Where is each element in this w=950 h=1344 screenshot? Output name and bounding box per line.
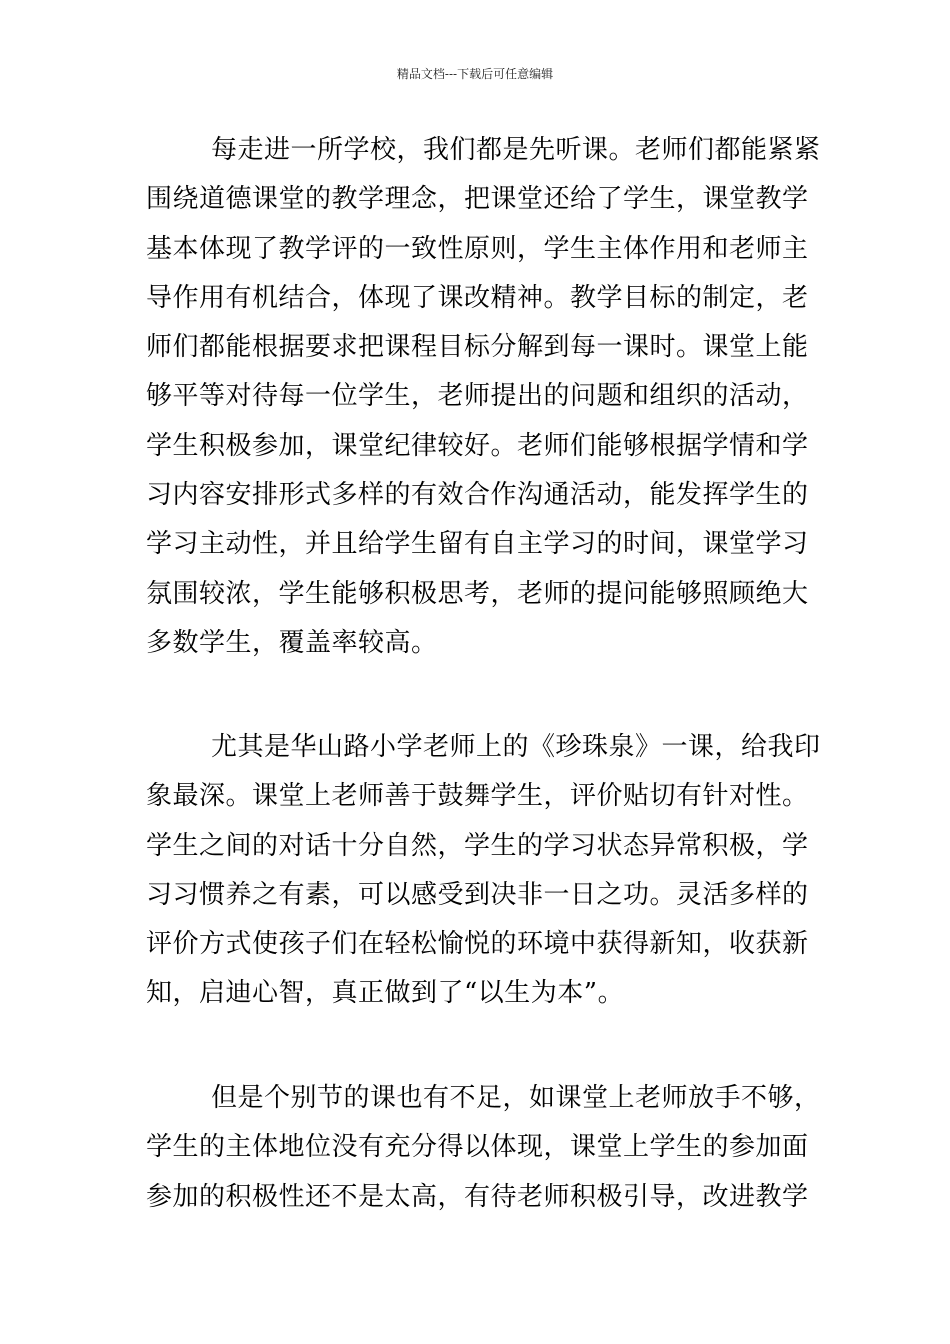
text-line: 象最深。课堂上老师善于鼓舞学生，评价贴切有针对性。 bbox=[146, 781, 809, 812]
text-line: 学生之间的对话十分自然，学生的学习状态异常积极，学 bbox=[146, 830, 809, 861]
text-line: 多数学生，覆盖率较高。 bbox=[146, 627, 438, 658]
text-line: 习内容安排形式多样的有效合作沟通活动，能发挥学生的 bbox=[146, 480, 809, 511]
text-line: 学生积极参加，课堂纪律较好。老师们能够根据学情和学 bbox=[146, 430, 809, 461]
text-line: 评价方式使孩子们在轻松愉悦的环境中获得新知，收获新 bbox=[146, 929, 809, 960]
paragraph-text bbox=[146, 723, 821, 1019]
text-line: 师们都能根据要求把课程目标分解到每一课时。课堂上能 bbox=[146, 332, 809, 363]
paragraph-2 bbox=[146, 723, 821, 1019]
paragraph-text bbox=[146, 1074, 821, 1222]
text-line: 氛围较浓，学生能够积极思考，老师的提问能够照顾绝大 bbox=[146, 578, 809, 609]
paragraph-3 bbox=[146, 1074, 821, 1222]
text-line: 参加的积极性还不是太高，有待老师积极引导，改进教学 bbox=[146, 1181, 809, 1212]
text-line: 习习惯养之有素，可以感受到决非一日之功。灵活多样的 bbox=[146, 879, 809, 910]
text-line: 尤其是华山路小学老师上的《珍珠泉》一课，给我印 bbox=[211, 732, 821, 762]
text-line: 够平等对待每一位学生，老师提出的问题和组织的活动， bbox=[146, 381, 809, 412]
paragraph-text bbox=[146, 126, 821, 668]
text-line: 知，启迪心智，真正做到了“以生为本”。 bbox=[146, 978, 625, 1009]
page-header: 精品文档---下载后可任意编辑 bbox=[396, 67, 554, 81]
text-line: 学习主动性，并且给学生留有自主学习的时间，课堂学习 bbox=[146, 529, 809, 560]
text-line: 导作用有机结合，体现了课改精神。教学目标的制定，老 bbox=[146, 282, 809, 313]
text-line: 学生的主体地位没有充分得以体现，课堂上学生的参加面 bbox=[146, 1132, 809, 1163]
paragraph-1 bbox=[146, 126, 821, 668]
text-line: 但是个别节的课也有不足，如课堂上老师放手不够， bbox=[211, 1083, 821, 1113]
text-line: 每走进一所学校，我们都是先听课。老师们都能紧紧 bbox=[211, 135, 821, 165]
text-line: 围绕道德课堂的教学理念，把课堂还给了学生，课堂教学 bbox=[146, 184, 809, 215]
text-line: 基本体现了教学评的一致性原则，学生主体作用和老师主 bbox=[146, 233, 809, 264]
